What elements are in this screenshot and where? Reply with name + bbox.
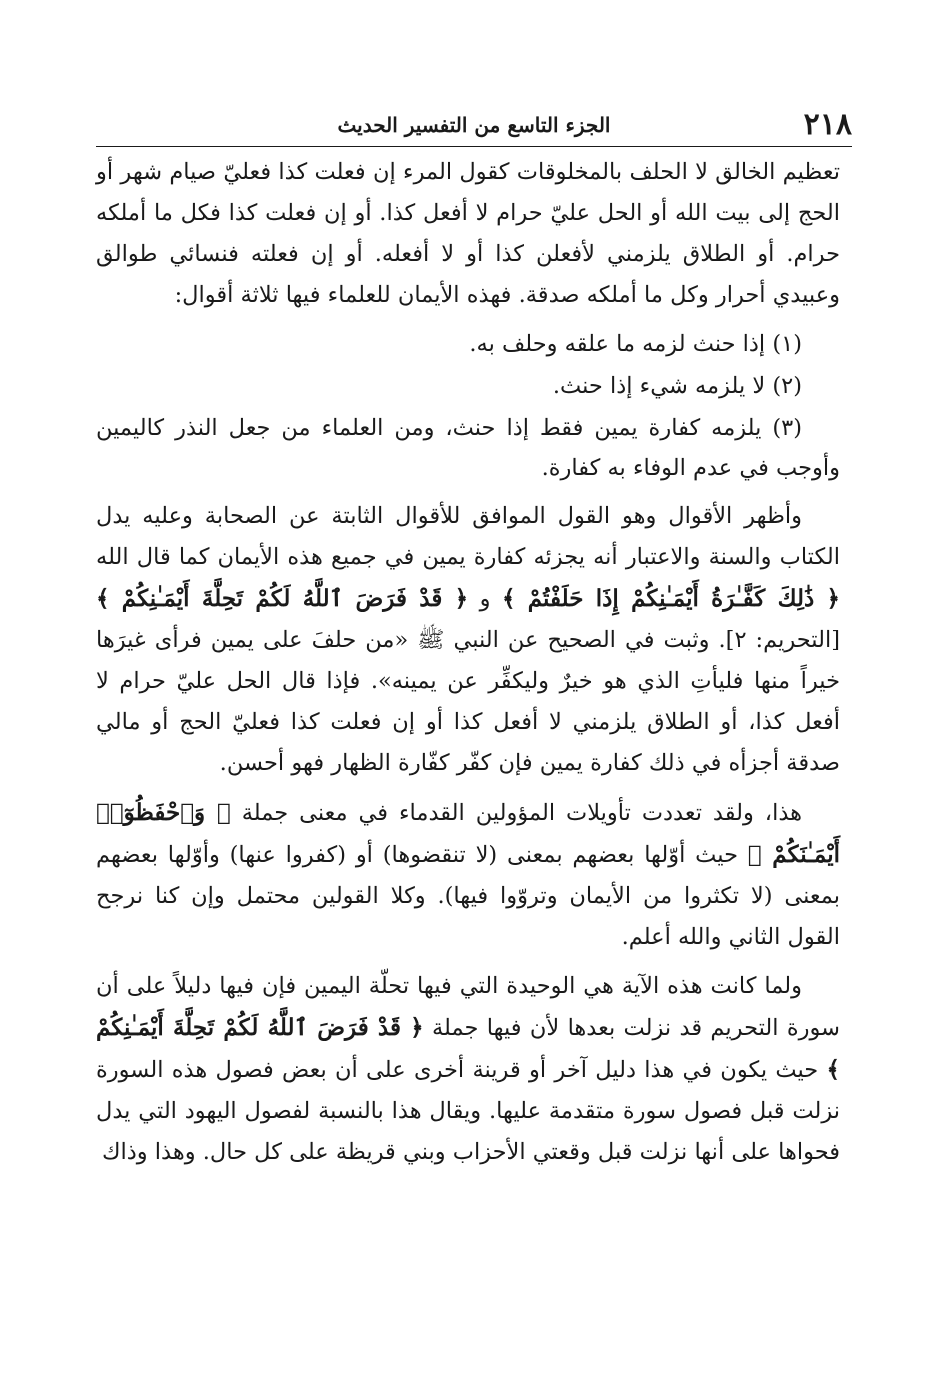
quran-verse: ﴿ ذَٰلِكَ كَفَّـٰرَةُ أَيْمَـٰنِكُمْ إِذَا حَلَفْتُمْ ﴾ (501, 585, 840, 612)
conjunction: و (479, 586, 502, 612)
list-item: (٢) لا يلزمه شيء إذا حنث. (552, 373, 802, 399)
running-title: الجزء التاسع من التفسير الحديث (337, 113, 611, 137)
paragraph-text: حيث يكون في هذا دليل آخر أو قرينة أخرى على أن بعض فصول هذه السورة نزلت قبل فصول سورة متقدمة عليها. ويقال هذا بالنسبة لفصول اليهود التي يدل فحواها على أنها نزلت قبل وقعتي الأحزاب وبني قريظة على كل حال. وهذا وذاك (96, 1057, 840, 1165)
quran-verse: ﴿ وَٱحْفَظُوٓا۟ أَيْمَـٰنَكُمْ ﴾ (96, 799, 841, 868)
paragraph-text: ولما كانت هذه الآية هي الوحيدة التي فيها تحلّة اليمين فإن فيها دليلاً على أن سورة التحريم قد نزلت بعدها لأن فيها جملة (96, 973, 840, 1041)
quran-verse: ﴿ قَدْ فَرَضَ ٱللَّهُ لَكُمْ تَحِلَّةَ أَيْمَـٰنِكُمْ ﴾ (96, 585, 469, 612)
list-item: (٣) يلزمه كفارة يمين فقط إذا حنث، ومن العلماء من جعل النذر كاليمين وأوجب في عدم الوفاء به كفارة. (96, 415, 840, 481)
paragraph (96, 496, 840, 784)
header-rule (96, 146, 852, 147)
paragraph: تعظيم الخالق لا الحلف بالمخلوقات كقول المرء إن فعلت كذا فعليّ صيام شهر أو الحج إلى بيت الله أو الحل عليّ حرام لا أفعل كذا. أو إن فعلت كذا فكل ما أملكه حرام. أو الطلاق يلزمني لأفعلن كذا أو لا أفعله. أو إن فعلته فنسائي طوالق وعبيدي أحرار وكل ما أملكه صدقة. فهذه الأيمان للعلماء فيها ثلاثة أقوال: (96, 159, 840, 308)
paragraph (96, 792, 840, 958)
page-number: ٢١٨ (803, 107, 852, 142)
quran-verse: ﴿ قَدْ فَرَضَ ٱللَّهُ لَكُمْ تَحِلَّةَ أَيْمَـٰنِكُمْ ﴾ (96, 1014, 840, 1083)
list-item: (١) إذا حنث لزمه ما علقه وحلف به. (469, 331, 802, 357)
paragraph (96, 966, 840, 1173)
paragraph-text: حيث أوّلها بعضهم بمعنى (لا تنقضوها) أو (كفروا عنها) وأوّلها بعضهم بمعنى (لا تكثروا من الأيمان وتروّوا فيها). وكلا القولين محتمل وإن كنا نرجح القول الثاني والله أعلم. (96, 842, 840, 950)
page-header (96, 106, 852, 144)
paragraph-text: وأظهر الأقوال وهو القول الموافق للأقوال الثابتة عن الصحابة وعليه يدل الكتاب والسنة والاعتبار أنه يجزئه كفارة يمين في جميع هذه الأيمان كما قال الله (96, 503, 840, 570)
main-text (96, 152, 840, 1179)
paragraph-text: هذا، ولقد تعددت تأويلات المؤولين القدماء في معنى جملة (241, 800, 802, 826)
paragraph-text: [التحريم: ٢]. وثبت في الصحيح عن النبي ﷺ «من حلفَ على يمين فرأى غيرَها خيراً منها فليأتِ الذي هو خيرٌ وليكفِّر عن يمينه». فإذا قال الحل عليّ حرام لا أفعل كذا، أو الطلاق يلزمني لا أفعل كذا أو إن فعلت كذا فعليّ الحج أو مالي صدقة أجزأه في ذلك كفارة يمين فإن كفّر كفّارة الظهار فهو أحسن. (96, 627, 840, 776)
